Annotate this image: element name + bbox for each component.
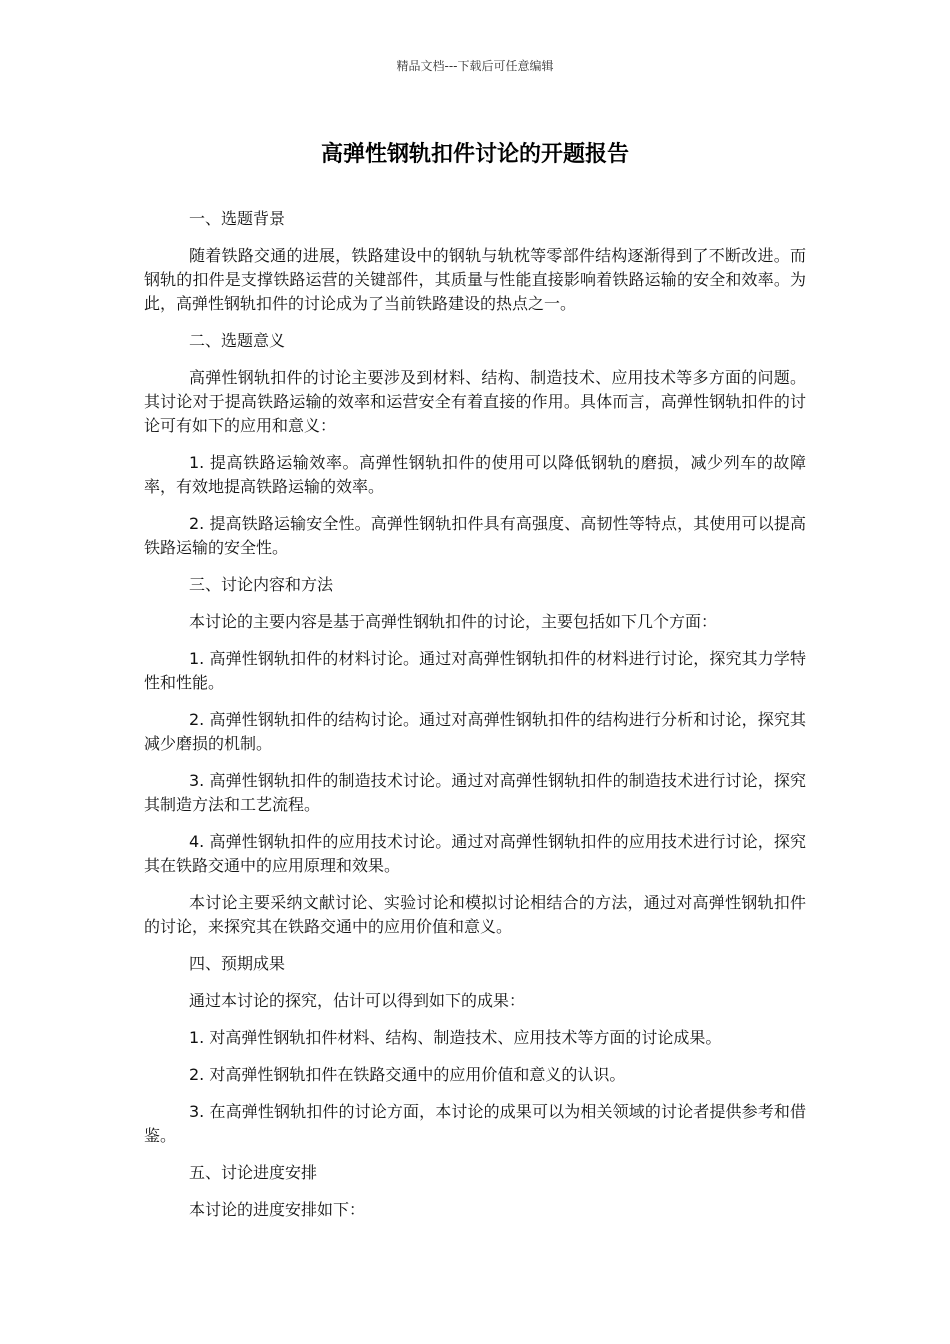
list-item-content-4: 4. 高弹性钢轨扣件的应用技术讨论。通过对高弹性钢轨扣件的应用技术进行讨论，探究其在铁路交通中的应用原理和效果。 — [144, 832, 806, 875]
paragraph-results-intro: 通过本讨论的探究，估计可以得到如下的成果： — [189, 991, 526, 1010]
list-item-content-1: 1. 高弹性钢轨扣件的材料讨论。通过对高弹性钢轨扣件的材料进行讨论，探究其力学特性和性能。 — [144, 649, 806, 692]
paragraph-background: 随着铁路交通的进展，铁路建设中的钢轨与轨枕等零部件结构逐渐得到了不断改进。而钢轨的扣件是支撑铁路运营的关键部件，其质量与性能直接影响着铁路运输的安全和效率。为此，高弹性钢轨扣件的讨论成为了当前铁路建设的热点之一。 — [144, 246, 806, 313]
list-item-results-1: 1. 对高弹性钢轨扣件材料、结构、制造技术、应用技术等方面的讨论成果。 — [189, 1028, 722, 1047]
document-title: 高弹性钢轨扣件讨论的开题报告 — [320, 142, 629, 167]
section-heading-schedule: 五、讨论进度安排 — [189, 1163, 318, 1182]
list-item-significance-2: 2. 提高铁路运输安全性。高弹性钢轨扣件具有高强度、高韧性等特点，其使用可以提高铁路运输的安全性。 — [144, 514, 806, 557]
list-item-significance-1: 1. 提高铁路运输效率。高弹性钢轨扣件的使用可以降低钢轨的磨损，减少列车的故障率，有效地提高铁路运输的效率。 — [144, 453, 806, 496]
section-heading-significance: 二、选题意义 — [189, 331, 286, 350]
list-item-results-2: 2. 对高弹性钢轨扣件在铁路交通中的应用价值和意义的认识。 — [189, 1065, 626, 1084]
paragraph-significance: 高弹性钢轨扣件的讨论主要涉及到材料、结构、制造技术、应用技术等多方面的问题。其讨论对于提高铁路运输的效率和运营安全有着直接的作用。具体而言，高弹性钢轨扣件的讨论可有如下的应用和意义： — [144, 368, 806, 435]
section-heading-content-methods: 三、讨论内容和方法 — [189, 575, 334, 594]
section-heading-background: 一、选题背景 — [189, 209, 286, 228]
paragraph-content-intro: 本讨论的主要内容是基于高弹性钢轨扣件的讨论，主要包括如下几个方面： — [189, 612, 718, 631]
paragraph-schedule-intro: 本讨论的进度安排如下： — [189, 1200, 366, 1219]
paragraph-methods: 本讨论主要采纳文献讨论、实验讨论和模拟讨论相结合的方法，通过对高弹性钢轨扣件的讨论，来探究其在铁路交通中的应用价值和意义。 — [144, 893, 806, 936]
document-body — [144, 207, 806, 1235]
list-item-results-3: 3. 在高弹性钢轨扣件的讨论方面，本讨论的成果可以为相关领域的讨论者提供参考和借鉴。 — [144, 1102, 806, 1145]
list-item-content-3: 3. 高弹性钢轨扣件的制造技术讨论。通过对高弹性钢轨扣件的制造技术进行讨论，探究其制造方法和工艺流程。 — [144, 771, 806, 814]
page-header: 精品文档---下载后可任意编辑 — [396, 59, 554, 73]
list-item-content-2: 2. 高弹性钢轨扣件的结构讨论。通过对高弹性钢轨扣件的结构进行分析和讨论，探究其减少磨损的机制。 — [144, 710, 806, 753]
section-heading-expected-results: 四、预期成果 — [189, 954, 286, 973]
